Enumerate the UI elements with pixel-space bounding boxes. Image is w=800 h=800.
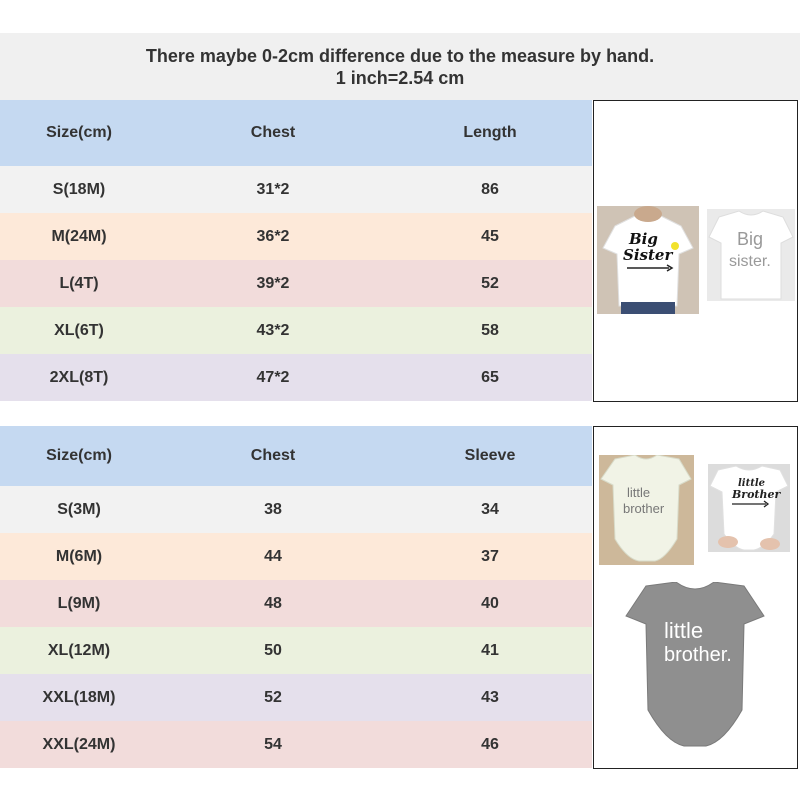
- sleeve-cell: 37: [388, 533, 592, 580]
- size-cell: L(4T): [0, 260, 158, 307]
- shirt-text-sister: Sister: [623, 246, 673, 264]
- little-brother-onesie-photo: [599, 455, 694, 565]
- chest-cell: 31*2: [158, 166, 388, 213]
- little-brother-gray-onesie-photo: [624, 582, 766, 750]
- table-row: [0, 486, 592, 533]
- chest-cell: 47*2: [158, 354, 388, 401]
- size-cell: M(6M): [0, 533, 158, 580]
- big-sister-shirt-photo: [597, 206, 699, 314]
- shirt-text-sister-2: sister.: [729, 253, 771, 270]
- header-length: Length: [388, 100, 592, 166]
- table-row: [0, 674, 592, 721]
- length-cell: 58: [388, 307, 592, 354]
- note-line-2: 1 inch=2.54 cm: [335, 67, 465, 88]
- size-cell: S(18M): [0, 166, 158, 213]
- sleeve-cell: 43: [388, 674, 592, 721]
- length-cell: 45: [388, 213, 592, 260]
- size-cell: XL(6T): [0, 307, 158, 354]
- header-chest: Chest: [158, 426, 388, 486]
- onesie-text-little-2: little: [738, 478, 765, 489]
- table-row: [0, 721, 592, 768]
- chest-cell: 36*2: [158, 213, 388, 260]
- measurement-note: [0, 33, 800, 100]
- length-cell: 65: [388, 354, 592, 401]
- onesie-text-brother-3: brother.: [664, 644, 732, 666]
- shirt-text-big-2: Big: [737, 229, 764, 249]
- onesie-text-brother: brother: [623, 501, 665, 516]
- size-cell: S(3M): [0, 486, 158, 533]
- header-chest: Chest: [158, 100, 388, 166]
- size-cell: XXL(18M): [0, 674, 158, 721]
- photo-box-little-brother: [593, 426, 798, 769]
- size-table-shirts: [0, 100, 592, 401]
- note-line-1: There maybe 0-2cm difference due to the measure by hand.: [145, 45, 655, 66]
- chest-cell: 52: [158, 674, 388, 721]
- size-cell: XL(12M): [0, 627, 158, 674]
- table-row: [0, 627, 592, 674]
- chest-cell: 54: [158, 721, 388, 768]
- length-cell: 86: [388, 166, 592, 213]
- chest-cell: 48: [158, 580, 388, 627]
- header-size: Size(cm): [0, 100, 158, 166]
- top-spacer: [0, 0, 800, 33]
- sleeve-cell: 41: [388, 627, 592, 674]
- length-cell: 52: [388, 260, 592, 307]
- size-cell: M(24M): [0, 213, 158, 260]
- chest-cell: 50: [158, 627, 388, 674]
- table-header-row: [0, 100, 592, 166]
- onesie-text-brother-2: Brother: [732, 488, 781, 501]
- big-sister-shirt-photo-2: [707, 209, 795, 301]
- onesie-text-little: little: [627, 485, 651, 500]
- sleeve-cell: 46: [388, 721, 592, 768]
- sleeve-cell: 40: [388, 580, 592, 627]
- little-brother-onesie-photo-2: [708, 464, 790, 552]
- size-cell: XXL(24M): [0, 721, 158, 768]
- table-row: [0, 580, 592, 627]
- size-cell: 2XL(8T): [0, 354, 158, 401]
- shirt-text-big: Big: [629, 230, 658, 248]
- size-cell: L(9M): [0, 580, 158, 627]
- photo-box-big-sister: [593, 100, 798, 402]
- table-row: [0, 354, 592, 401]
- header-size: Size(cm): [0, 426, 158, 486]
- chest-cell: 43*2: [158, 307, 388, 354]
- table-row: [0, 166, 592, 213]
- table-row: [0, 213, 592, 260]
- chest-cell: 38: [158, 486, 388, 533]
- table-header-row: [0, 426, 592, 486]
- table-row: [0, 260, 592, 307]
- table-row: [0, 533, 592, 580]
- table-row: [0, 307, 592, 354]
- sleeve-cell: 34: [388, 486, 592, 533]
- size-table-onesies: [0, 426, 592, 768]
- header-sleeve: Sleeve: [388, 426, 592, 486]
- onesie-text-little-3: little: [664, 618, 704, 643]
- chest-cell: 39*2: [158, 260, 388, 307]
- chest-cell: 44: [158, 533, 388, 580]
